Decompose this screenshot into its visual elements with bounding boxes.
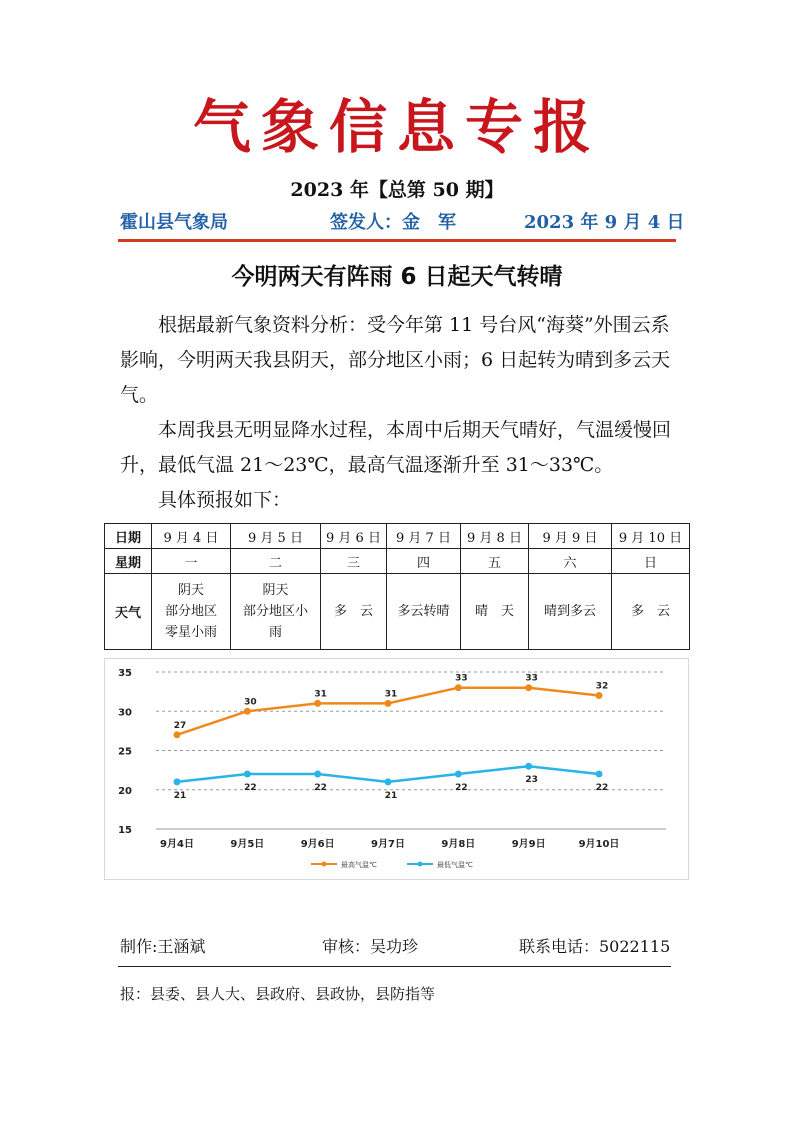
x-tick-label: 9月4日 xyxy=(160,839,194,850)
table-cell-weather: 多 云 xyxy=(612,574,690,650)
x-tick-label: 9月7日 xyxy=(371,839,405,850)
x-tick-label: 9月8日 xyxy=(441,839,476,850)
data-point xyxy=(385,700,392,707)
data-point xyxy=(314,700,321,707)
table-cell-weather: 晴 天 xyxy=(461,574,529,650)
y-tick-label: 20 xyxy=(118,785,132,797)
table-row-weather xyxy=(105,574,690,650)
data-point xyxy=(385,778,392,785)
maker: 制作:王涵斌 xyxy=(120,937,206,956)
data-label: 22 xyxy=(244,783,257,794)
data-label: 33 xyxy=(525,673,538,684)
table-cell-weekday: 一 xyxy=(152,549,231,574)
data-point xyxy=(174,778,181,785)
table-cell-weekday: 五 xyxy=(461,549,529,574)
header-divider xyxy=(118,239,676,242)
temperature-chart xyxy=(104,658,689,880)
table-cell-weekday: 四 xyxy=(387,549,461,574)
data-point xyxy=(596,771,603,778)
headline: 今明两天有阵雨 6 日起天气转晴 xyxy=(231,264,563,290)
y-tick-label: 30 xyxy=(118,707,132,719)
paragraph-1: 根据最新气象资料分析：受今年第 11 号台风“海葵”外围云系影响，今明两天我县阴天，部分地区小雨；6 日起转为晴到多云天气。 xyxy=(120,314,671,406)
forecast-table xyxy=(104,523,690,650)
table-cell-weather: 多云转晴 xyxy=(387,574,461,650)
table-cell-weekday: 六 xyxy=(529,549,612,574)
legend-marker xyxy=(418,862,423,867)
data-label: 22 xyxy=(595,783,609,794)
paragraph-3: 具体预报如下： xyxy=(158,489,292,511)
data-label: 21 xyxy=(384,790,398,801)
x-tick-label: 9月10日 xyxy=(578,839,620,850)
table-cell-weather: 晴到多云 xyxy=(529,574,612,650)
table-cell-weekday: 三 xyxy=(321,549,387,574)
x-tick-label: 9月5日 xyxy=(230,839,265,850)
data-label: 31 xyxy=(314,689,327,700)
y-tick-label: 15 xyxy=(118,825,132,836)
table-cell-weather: 阴天 部分地区 零星小雨 xyxy=(152,574,231,650)
distribution-list: 报：县委、县人大、县政府、县政协，县防指等 xyxy=(120,985,436,1003)
data-label: 21 xyxy=(173,790,187,801)
data-point xyxy=(244,708,251,715)
data-point xyxy=(596,692,603,699)
footer-divider xyxy=(118,966,671,967)
table-cell-weather: 多 云 xyxy=(321,574,387,650)
x-tick-label: 9月9日 xyxy=(511,839,546,850)
data-point xyxy=(455,771,462,778)
table-row-date xyxy=(105,524,690,549)
legend-marker xyxy=(322,862,327,867)
issue-date: 2023 年 9 月 4 日 xyxy=(524,212,685,233)
row-label-weather: 天气 xyxy=(105,574,152,650)
table-cell-date: 9 月 4 日 xyxy=(152,524,231,549)
paragraph-2: 本周我县无明显降水过程，本周中后期天气晴好，气温缓慢回升，最低气温 21～23℃，最高气温逐渐升至 31～33℃。 xyxy=(120,419,672,476)
masthead-title: 气象信息专报 xyxy=(192,93,601,161)
data-label: 23 xyxy=(525,775,538,786)
y-tick-label: 35 xyxy=(118,668,132,679)
table-cell-weekday: 二 xyxy=(231,549,321,574)
x-tick-label: 9月6日 xyxy=(300,839,335,850)
data-label: 30 xyxy=(244,697,257,708)
table-row-weekday xyxy=(105,549,690,574)
data-point xyxy=(244,771,251,778)
data-label: 22 xyxy=(455,783,468,794)
table-cell-date: 9 月 9 日 xyxy=(529,524,612,549)
data-label: 33 xyxy=(455,673,468,684)
reviewer: 审核：吴功珍 xyxy=(322,937,419,956)
table-cell-date: 9 月 7 日 xyxy=(387,524,461,549)
contact-phone: 联系电话：5022115 xyxy=(519,937,671,956)
table-cell-weather: 阴天 部分地区小 雨 xyxy=(231,574,321,650)
data-label: 27 xyxy=(173,720,187,731)
table-cell-weekday: 日 xyxy=(612,549,690,574)
data-point xyxy=(174,731,181,738)
signer: 签发人：金 军 xyxy=(330,212,456,233)
data-label: 22 xyxy=(314,783,327,794)
legend-label: 最高气温℃ xyxy=(341,861,377,869)
data-label: 31 xyxy=(384,689,398,700)
y-tick-label: 25 xyxy=(118,746,132,758)
data-point xyxy=(314,771,321,778)
table-cell-date: 9 月 6 日 xyxy=(321,524,387,549)
table-cell-date: 9 月 8 日 xyxy=(461,524,529,549)
data-point xyxy=(525,763,532,770)
row-label-weekday: 星期 xyxy=(105,549,152,574)
issuing-org: 霍山县气象局 xyxy=(120,212,228,233)
data-label: 32 xyxy=(595,681,609,692)
row-label-date: 日期 xyxy=(105,524,152,549)
issue-number: 2023 年【总第 50 期】 xyxy=(290,179,504,201)
data-point xyxy=(455,684,462,691)
table-cell-date: 9 月 5 日 xyxy=(231,524,321,549)
data-point xyxy=(525,684,532,691)
table-cell-date: 9 月 10 日 xyxy=(612,524,690,549)
legend-label: 最低气温℃ xyxy=(437,861,473,869)
